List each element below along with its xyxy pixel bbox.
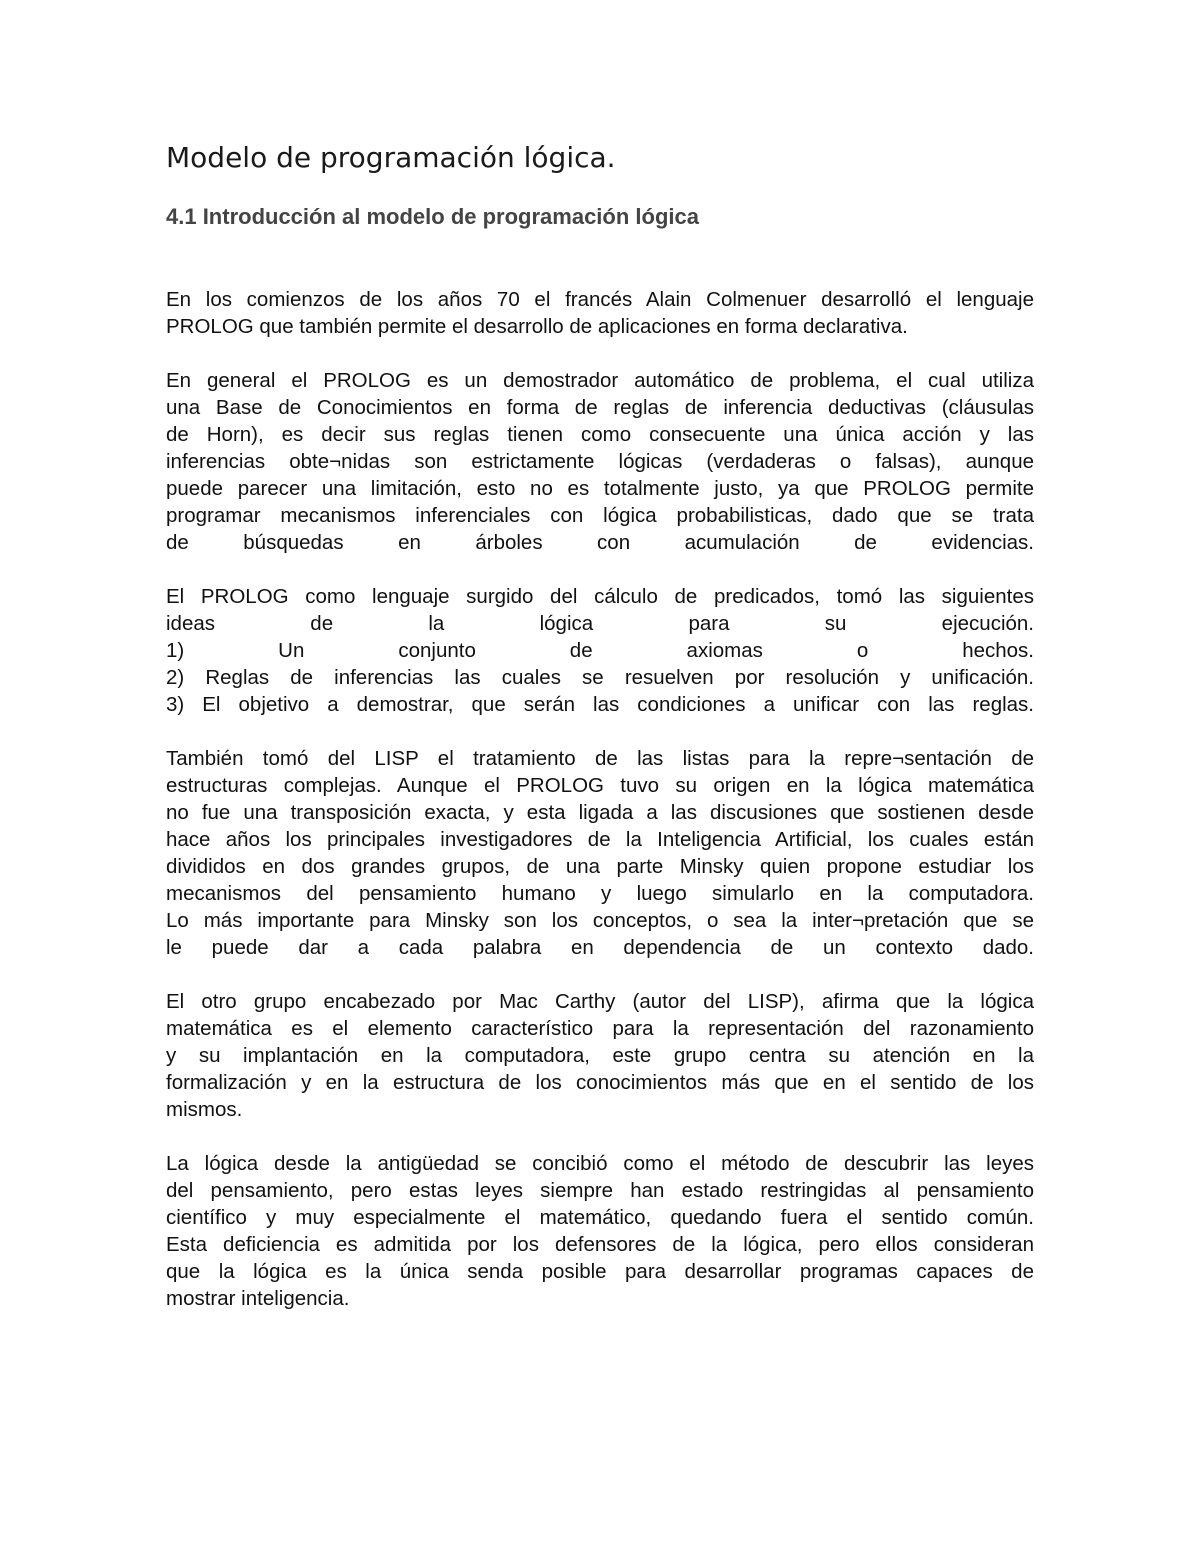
paragraph — [166, 583, 1034, 718]
paragraph — [166, 367, 1034, 556]
text-line: 1) Un conjunto de axiomas o hechos. — [166, 639, 1034, 662]
text-line: El otro grupo encabezado por Mac Carthy (autor del LISP), afirma que la lógica — [166, 990, 1034, 1013]
text-line: divididos en dos grandes grupos, de una parte Minsky quien propone estudiar los — [166, 855, 1034, 878]
document-body — [166, 286, 1034, 1339]
text-line: El PROLOG como lenguaje surgido del cálculo de predicados, tomó las siguientes — [166, 585, 1034, 608]
text-line: una Base de Conocimientos en forma de reglas de inferencia deductivas (cláusulas — [166, 396, 1034, 419]
paragraph — [166, 286, 1034, 340]
text-line: Lo más importante para Minsky son los conceptos, o sea la inter¬pretación que se — [166, 909, 1034, 932]
text-line: puede parecer una limitación, esto no es totalmente justo, ya que PROLOG permite — [166, 477, 1034, 500]
text-line: mismos. — [166, 1098, 243, 1121]
text-line: científico y muy especialmente el matemático, quedando fuera el sentido común. — [166, 1206, 1034, 1229]
text-line: mecanismos del pensamiento humano y luego simularlo en la computadora. — [166, 882, 1034, 905]
paragraph — [166, 988, 1034, 1123]
text-line: no fue una transposición exacta, y esta ligada a las discusiones que sostienen desde — [166, 801, 1034, 824]
text-line: de Horn), es decir sus reglas tienen como consecuente una única acción y las — [166, 423, 1034, 446]
text-line: y su implantación en la computadora, este grupo centra su atención en la — [166, 1044, 1034, 1067]
text-line: Esta deficiencia es admitida por los defensores de la lógica, pero ellos consideran — [166, 1233, 1034, 1256]
text-line: formalización y en la estructura de los conocimientos más que en el sentido de los — [166, 1071, 1034, 1094]
paragraph — [166, 745, 1034, 961]
text-line: estructuras complejas. Aunque el PROLOG tuvo su origen en la lógica matemática — [166, 774, 1034, 797]
text-line: mostrar inteligencia. — [166, 1287, 350, 1310]
document-title: Modelo de programación lógica. — [166, 141, 616, 174]
text-line: En general el PROLOG es un demostrador automático de problema, el cual utiliza — [166, 369, 1034, 392]
text-line: 3) El objetivo a demostrar, que serán las condiciones a unificar con las reglas. — [166, 693, 1034, 716]
text-line: También tomó del LISP el tratamiento de las listas para la repre¬sentación de — [166, 747, 1034, 770]
text-line: hace años los principales investigadores de la Inteligencia Artificial, los cuales están — [166, 828, 1034, 851]
text-line: 2) Reglas de inferencias las cuales se resuelven por resolución y unificación. — [166, 666, 1034, 689]
text-line: La lógica desde la antigüedad se concibió como el método de descubrir las leyes — [166, 1152, 1034, 1175]
paragraph — [166, 1150, 1034, 1312]
text-line: que la lógica es la única senda posible para desarrollar programas capaces de — [166, 1260, 1034, 1283]
text-line: PROLOG que también permite el desarrollo de aplicaciones en forma declarativa. — [166, 315, 908, 338]
text-line: del pensamiento, pero estas leyes siempre han estado restringidas al pensamiento — [166, 1179, 1034, 1202]
section-heading: 4.1 Introducción al modelo de programación lógica — [166, 204, 699, 229]
text-line: ideas de la lógica para su ejecución. — [166, 612, 1034, 635]
text-line: programar mecanismos inferenciales con lógica probabilisticas, dado que se trata — [166, 504, 1034, 527]
text-line: inferencias obte¬nidas son estrictamente lógicas (verdaderas o falsas), aunque — [166, 450, 1034, 473]
text-line: de búsquedas en árboles con acumulación de evidencias. — [166, 531, 1034, 554]
text-line: En los comienzos de los años 70 el francés Alain Colmenuer desarrolló el lenguaje — [166, 288, 1034, 311]
text-line: le puede dar a cada palabra en dependencia de un contexto dado. — [166, 936, 1034, 959]
text-line: matemática es el elemento característico para la representación del razonamiento — [166, 1017, 1034, 1040]
